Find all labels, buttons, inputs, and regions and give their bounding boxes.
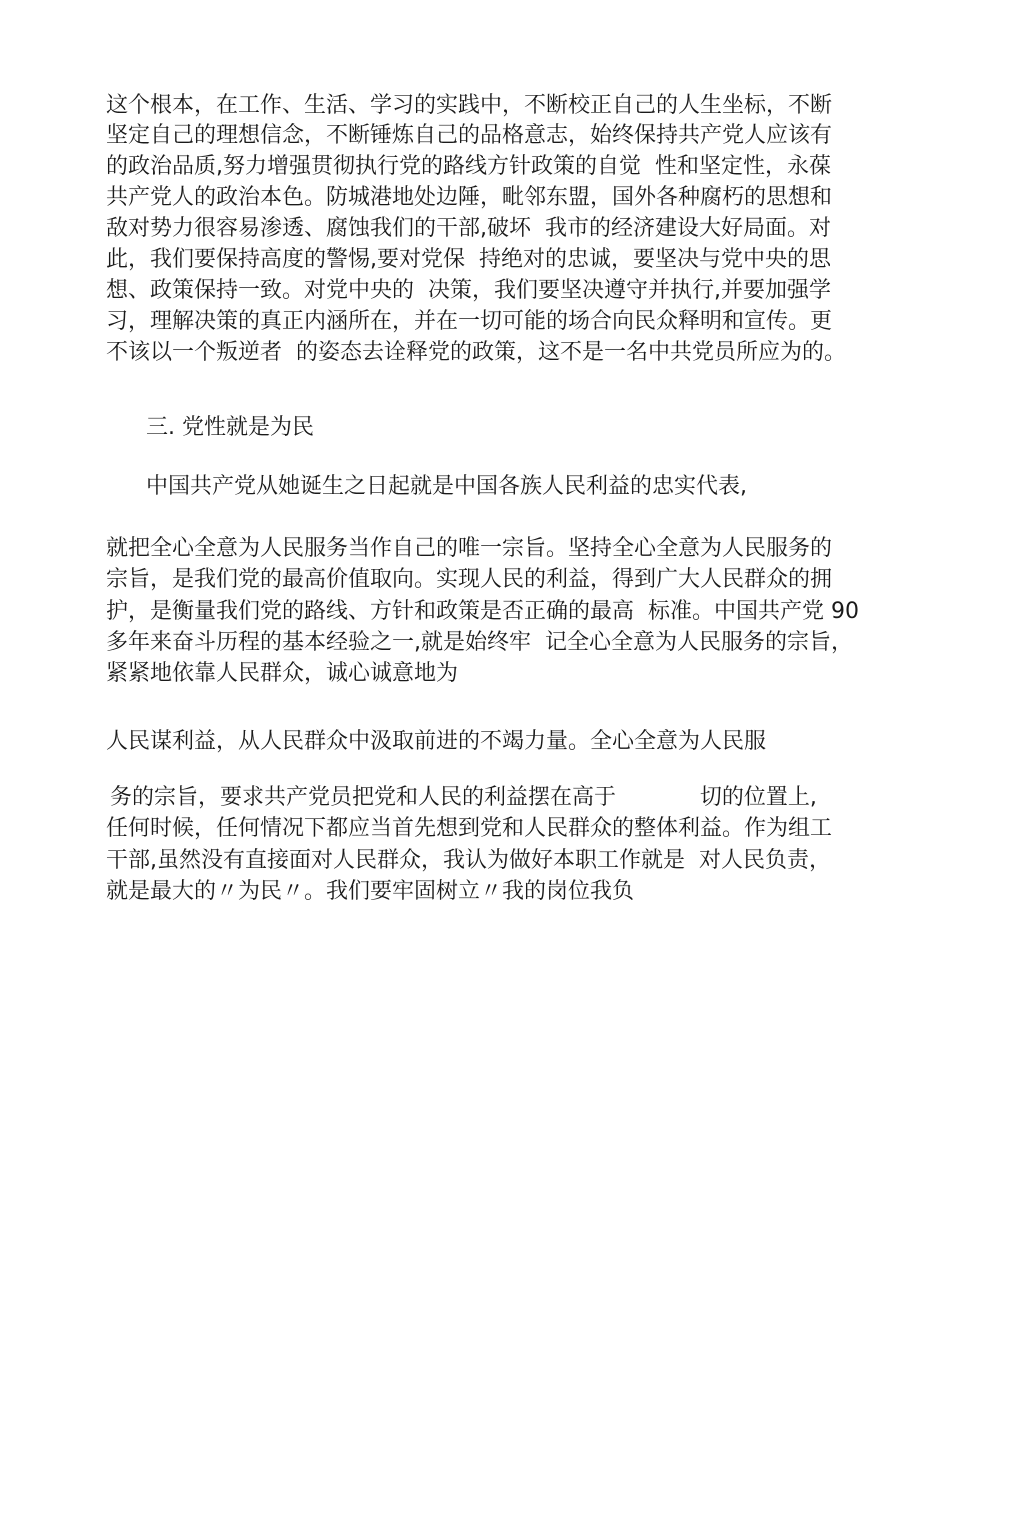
paragraph-line: 紧紧地依靠人民群众，诚心诚意地为: [106, 661, 459, 686]
paragraph-line: 此，我们要保持高度的警惕,要对党保 持绝对的忠诚，要坚决与党中央的思: [106, 247, 831, 272]
paragraph-line: 这个根本，在工作、生活、学习的实践中，不断校正自己的人生坐标，不断: [106, 93, 833, 118]
paragraph-line: 共产党人的政治本色。防城港地处边陲，毗邻东盟，国外各种腐朽的思想和: [106, 185, 833, 210]
paragraph-line: 任何时候，任何情况下都应当首先想到党和人民群众的整体利益。作为组工: [106, 816, 833, 841]
paragraph-line: 宗旨，是我们党的最高价值取向。实现人民的利益，得到广大人民群众的拥: [106, 567, 833, 592]
paragraph-line: 坚定自己的理想信念，不断锤炼自己的品格意志，始终保持共产党人应该有: [106, 123, 833, 148]
paragraph-line: 人民谋利益，从人民群众中汲取前进的不竭力量。全心全意为人民服: [106, 729, 767, 754]
paragraph-line: 想、政策保持一致。对党中央的 决策，我们要坚决遵守并执行,并要加强学: [106, 278, 831, 303]
paragraph-line: 就把全心全意为人民服务当作自己的唯一宗旨。坚持全心全意为人民服务的: [106, 536, 833, 561]
paragraph-line: 中国共产党从她诞生之日起就是中国各族人民利益的忠实代表,: [146, 474, 747, 499]
paragraph-line: 习，理解决策的真正内涵所在，并在一切可能的场合向民众释明和宣传。更: [106, 309, 833, 334]
paragraph-line: 务的宗旨，要求共产党员把党和人民的利益摆在高于 切的位置上,: [110, 785, 817, 810]
paragraph-line: 就是最大的〃为民〃。我们要牢固树立〃我的岗位我负: [106, 879, 635, 904]
paragraph-line: 护，是衡量我们党的路线、方针和政策是否正确的最高 标准。中国共产党 90: [106, 599, 859, 624]
paragraph-line: 敌对势力很容易渗透、腐蚀我们的干部,破坏 我市的经济建设大好局面。对: [106, 216, 831, 241]
paragraph-line: 不该以一个叛逆者 的姿态去诠释党的政策，这不是一名中共党员所应为的。: [106, 340, 846, 365]
paragraph-line: 干部,虽然没有直接面对人民群众，我认为做好本职工作就是 对人民负责，: [106, 848, 831, 873]
section-heading: 三. 党性就是为民: [146, 415, 314, 440]
paragraph-line: 多年来奋斗历程的基本经验之一,就是始终牢 记全心全意为人民服务的宗旨，: [106, 630, 853, 655]
paragraph-line: 的政治品质,努力增强贯彻执行党的路线方针政策的自觉 性和坚定性，永葆: [106, 154, 831, 179]
